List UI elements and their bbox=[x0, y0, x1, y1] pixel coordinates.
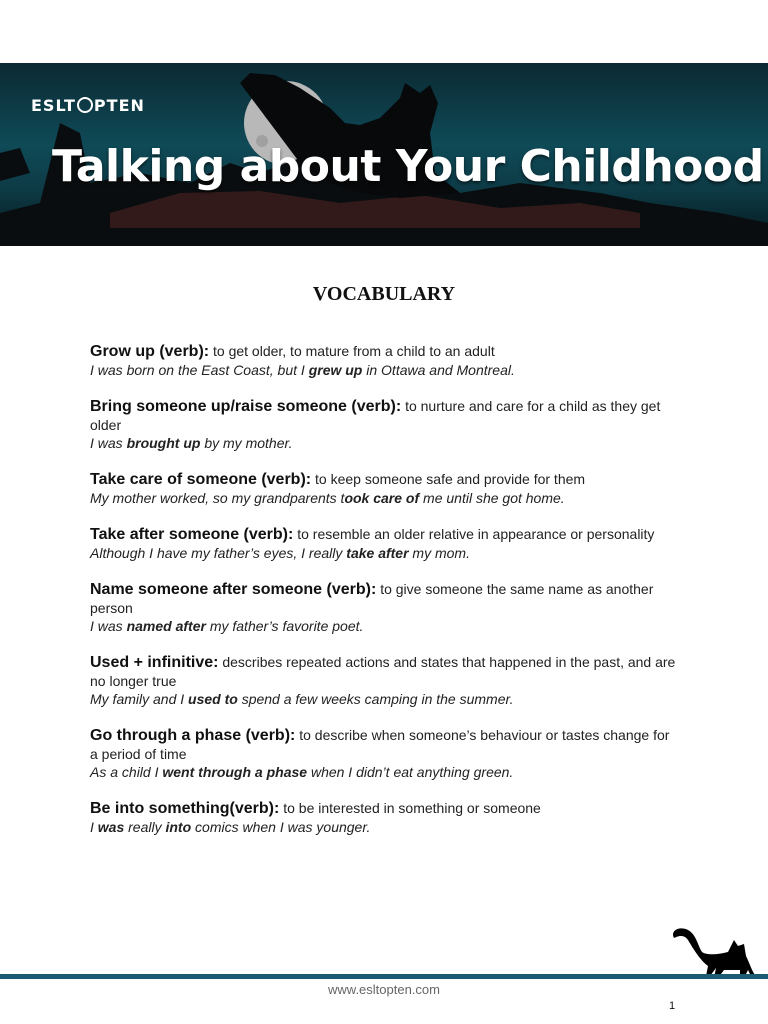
vocab-example bbox=[90, 617, 680, 635]
example-text: me until she got home. bbox=[419, 490, 565, 506]
vocab-example bbox=[90, 818, 680, 836]
vocab-definition-line bbox=[90, 470, 680, 489]
vocab-definition: to keep someone safe and provide for them bbox=[315, 471, 586, 487]
vocab-entry bbox=[90, 799, 680, 836]
example-text: I bbox=[90, 819, 98, 835]
vocab-example bbox=[90, 361, 680, 379]
vocab-definition-line bbox=[90, 580, 680, 617]
example-text: my mom. bbox=[408, 545, 470, 561]
logo-text-left: ESLT bbox=[31, 96, 76, 115]
logo-o-icon bbox=[77, 97, 93, 113]
vocab-definition: to give someone the same name as another person bbox=[90, 581, 654, 616]
example-text: I was bbox=[90, 435, 127, 451]
vocab-example bbox=[90, 763, 680, 781]
example-text: spend a few weeks camping in the summer. bbox=[237, 691, 514, 707]
example-highlight: used to bbox=[188, 691, 238, 707]
vocab-definition-line bbox=[90, 342, 680, 361]
vocab-definition-line bbox=[90, 397, 680, 434]
example-text: My mother worked, so my grandparents t bbox=[90, 490, 345, 506]
example-highlight: take after bbox=[346, 545, 409, 561]
vocab-term: Grow up (verb): bbox=[90, 343, 210, 360]
example-text: My family and I bbox=[90, 691, 189, 707]
header-banner bbox=[0, 63, 768, 246]
vocab-entry bbox=[90, 726, 680, 781]
vocab-term: Take care of someone (verb): bbox=[90, 471, 312, 488]
vocab-definition-line bbox=[90, 525, 680, 544]
vocab-definition: to be interested in something or someone bbox=[283, 800, 541, 816]
vocab-entry bbox=[90, 342, 680, 379]
example-text: Although I have my father’s eyes, I really bbox=[90, 545, 347, 561]
logo-text-right: PTEN bbox=[93, 96, 145, 115]
example-text: I was born on the East Coast, but I bbox=[90, 362, 309, 378]
brand-logo bbox=[31, 96, 145, 115]
example-highlight: brought up bbox=[126, 435, 201, 451]
example-text: really bbox=[124, 819, 166, 835]
example-highlight: ook care of bbox=[344, 490, 420, 506]
vocab-term: Take after someone (verb): bbox=[90, 526, 294, 543]
section-title: VOCABULARY bbox=[312, 283, 456, 305]
example-highlight: named after bbox=[126, 618, 206, 634]
vocab-entry bbox=[90, 653, 680, 708]
example-text: when I didn’t eat anything green. bbox=[307, 764, 514, 780]
vocab-entry bbox=[90, 525, 680, 562]
vocab-example bbox=[90, 489, 680, 507]
vocab-term: Name someone after someone (verb): bbox=[90, 581, 377, 598]
footer-url: www.esltopten.com bbox=[328, 982, 440, 997]
vocabulary-list bbox=[90, 342, 680, 854]
vocab-definition-line bbox=[90, 726, 680, 763]
example-highlight: into bbox=[165, 819, 192, 835]
vocab-term: Used + infinitive: bbox=[90, 654, 219, 671]
vocab-definition: to resemble an older relative in appearance or personality bbox=[297, 526, 655, 542]
vocab-entry bbox=[90, 397, 680, 452]
vocab-example bbox=[90, 544, 680, 562]
vocab-definition: describes repeated actions and states that happened in the past, and are no longer true bbox=[90, 654, 676, 689]
vocab-entry bbox=[90, 470, 680, 507]
vocab-example bbox=[90, 434, 680, 452]
page-number: 1 bbox=[669, 1000, 676, 1012]
example-text: my father’s favorite poet. bbox=[205, 618, 364, 634]
example-text: I was bbox=[90, 618, 127, 634]
example-text: in Ottawa and Montreal. bbox=[362, 362, 515, 378]
example-highlight: grew up bbox=[308, 362, 363, 378]
vocab-definition-line bbox=[90, 653, 680, 690]
vocab-example bbox=[90, 690, 680, 708]
example-highlight: went through a phase bbox=[162, 764, 308, 780]
vocab-definition: to describe when someone’s behaviour or tastes change for a period of time bbox=[90, 727, 670, 762]
page-title: Talking about Your Childhood bbox=[52, 141, 764, 192]
vocab-definition: to nurture and care for a child as they get older bbox=[90, 398, 661, 433]
vocab-term: Bring someone up/raise someone (verb): bbox=[90, 398, 402, 415]
vocab-definition-line bbox=[90, 799, 680, 818]
example-text: As a child I bbox=[90, 764, 163, 780]
example-text: comics when I was younger. bbox=[191, 819, 371, 835]
vocab-term: Be into something(verb): bbox=[90, 800, 280, 817]
example-text: by my mother. bbox=[200, 435, 293, 451]
footer-divider bbox=[0, 974, 768, 979]
vocab-entry bbox=[90, 580, 680, 635]
example-highlight: was bbox=[97, 819, 125, 835]
vocab-definition: to get older, to mature from a child to an adult bbox=[213, 343, 495, 359]
vocab-term: Go through a phase (verb): bbox=[90, 727, 296, 744]
